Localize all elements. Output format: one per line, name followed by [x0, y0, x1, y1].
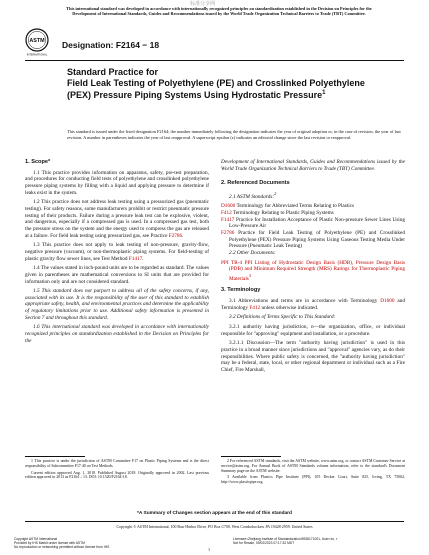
para-1-1: 1.1 This practice provides information on apparatus, safety, pre-test preparation, and procedures for conducting field tests of polyethylene and crosslinked polyethylene pressure piping systems by filling with a liquid and applying pressure to determine if leaks exist in the system. [25, 169, 209, 196]
ref-code[interactable]: D1600 [221, 203, 236, 210]
copyright-line: Copyright © ASTM International, 100 Barr Harbor Drive, PO Box C700, West Conshohocken, PA 19428-2959. United States [116, 525, 313, 529]
terminology-heading: 3. Terminology [221, 287, 261, 294]
license-info-left: Copyright ASTM International Provided by IHS Markit under license with ASTM No reproduction or networking permitted without license from IHS [14, 537, 110, 550]
para-1-6: 1.6 This international standard was developed in accordance with internationally recognized principles on standardization established in the Decision on Principles for the [25, 324, 209, 344]
footnote-rule [221, 456, 281, 457]
svg-text:ASTM: ASTM [29, 38, 45, 44]
astm-logo-icon [25, 28, 49, 58]
para-2-2: 2.2 Other Documents: [229, 249, 276, 256]
standard-issuance-note: This standard is issued under the fixed designation F2164; the number immediately following the designation indicates the year of original adoption or, in the case of revision, the year of last revision. A number in parentheses indicates the year of last reapproval. A superscript epsilon (ε) indicates an editorial change since the last revision or reapproval. [67, 129, 401, 140]
referenced-documents-heading: 2. Referenced Documents [221, 180, 290, 187]
title-main: Field Leak Testing of Polyethylene (PE) and Crosslinked Polyethylene (PEX) Pressure Piping Systems Using Hydrostatic Pressure [67, 77, 365, 101]
para-1-3: 1.3 This practice does not apply to leak testing of non-pressure, gravity-flow, negative pressure (vacuum), or non-thermoplastic piping systems. For field-testing of plastic gravity flow sewer lines, see Test Method F1417. [25, 242, 209, 262]
standard-title [67, 67, 367, 101]
scope-heading: 1. Scope* [25, 159, 51, 165]
title-footnote-mark: 1 [322, 90, 326, 97]
designation: Designation: F2164 − 18 [62, 40, 160, 50]
footnote-rule [25, 456, 85, 457]
ref-item-f412: F412 Terminology Relating to Plastic Piping Systems [221, 210, 334, 217]
para-1-5: 1.5 This standard does not purport to address all of the safety concerns, if any, associated with its use. It is the responsibility of the user of this standard to establish appropriate safety, health, and environmental practices and determine the applicability of regulatory limitations prior to use. Additional safety information is presented in Section 7 and throughout this standard. [25, 288, 209, 321]
para-3-2-1-1: 3.2.1.1 Discussion—The term "authority having jurisdiction" is used in this practice in a broad manner since jurisdictions and "approval" agencies vary, as do their responsibilities. Where public safety is concerned, the "authority having jurisdiction" may be a federal, state, local, or other regional department or individual such as a Fire Chief, Fire Marshall, [221, 340, 405, 373]
footer-rule [25, 521, 404, 522]
ref-item-ppi-tr4[interactable]: PPI TR-4 PPI Listing of Hydrostatic Design Basis (HDB), Pressure Design Basis (PDB) and Minimum Required Strength (MRS) Ratings for Thermoplastic Piping Materials$^3$ [221, 259, 405, 282]
ref-link-f412[interactable]: F412 [249, 304, 261, 311]
left-column [25, 159, 209, 347]
para-1-4: 1.4 The values stated in inch-pound units are to be regarded as standard. The values given in parentheses are mathematical conversions to SI units that are provided for information only and are not considered standard. [25, 265, 209, 285]
svg-text:INTERNATIONAL: INTERNATIONAL [26, 53, 48, 57]
ref-link-f2786[interactable]: F2786 [168, 232, 183, 239]
para-1-6-continued: Development of International Standards, Guides and Recommendations issued by the World Trade Organization Technical Barriers to Trade (TBT) Committee. [221, 159, 405, 172]
footnote-2: 2 For referenced ASTM standards, visit the ASTM website, www.astm.org, or contact ASTM Customer Service at service@astm.org. For Annual Book of ASTM Standards volume information, refer to the standard's Document Summary page on the ASTM website. [221, 459, 405, 473]
para-3-2: 3.2 Definitions of Terms Specific to This Standard: [229, 314, 336, 321]
footnote-1: 1 This practice is under the jurisdiction of ASTM Committee F17 on Plastic Piping Systems and is the direct responsibility of Subcommittee F17.40 on Test Methods. [25, 459, 209, 468]
ref-item-d1600: D1600 Terminology for Abbreviated Terms Relating to Plastics [221, 203, 355, 210]
para-1-2: 1.2 This practice does not address leak testing using a pressurized gas (pneumatic testing). For safety reasons, some manufacturers prohibit or restrict pneumatic pressure testing of their products. Failure during a pressure leak test can be explosive, violent, and dangerous, especially if a compressed gas is used. In a compressed gas test, both the pressure stress on the system and the energy used to compress the gas are released at a failure. For field leak testing using pressurized gas, see Practice F2786. [25, 199, 209, 239]
summary-of-changes-note: *A Summary of Changes section appears at the end of this standard [137, 511, 292, 516]
footnotes-left [25, 459, 209, 480]
title-kind: Standard Practice for [67, 67, 159, 77]
ref-code[interactable]: F412 [221, 210, 232, 217]
ref-link-d1600[interactable]: D1600 [380, 298, 395, 304]
ref-code[interactable]: F1417 [221, 216, 235, 223]
right-column [221, 159, 405, 377]
ref-item-f1417: F1417 Practice for Installation Acceptance of Plastic Non-pressure Sewer Lines Using Low-Pressure Air [221, 216, 405, 230]
footnotes-right [221, 459, 405, 485]
para-3-2-1: 3.2.1 authority having jurisdiction, n—the organization, office, or individual responsible for "approving" equipment and installation, or a procedure. [221, 323, 405, 337]
para-2-1: 2.1 ASTM Standards:$^2$ [229, 190, 277, 200]
ref-link-f1417[interactable]: F1417 [128, 255, 143, 262]
top-notice: This international standard was developed in accordance with internationally recognized principles on standardization established in the Decision on Principles for the Development of International Standards, Guides and Recommendations issued by the World Trade Organization Technical Barriers to Trade (TBT) Committee. [66, 6, 372, 17]
para-3-1: 3.1 Abbreviations and terms are in accordance with Terminology D1600 and Terminology F412 unless otherwise indicated. [221, 298, 406, 311]
ref-item-f2786: F2786 Practice for Field Leak Testing of Polyethylene (PE) and Crosslinked Polyethylene (PEX) Pressure Piping Systems Using Gaseous Testing Media Under Pressure (Pneumatic Leak Testing) [221, 230, 406, 250]
footnote-3: 3 Available from Plastics Pipe Institute (PPI), 105 Decker Court, Suite 825, Irving, TX 75062, http://www.plasticpipe.org. [221, 475, 405, 485]
watermark-text: 标准分享网 [190, 2, 216, 7]
footnote-1-edition: Current edition approved Aug. 1, 2018. Published August 2018. Originally approved in 2002. Last previous edition approved in 2013 as F2164 – 13. DOI: 10.1520/F2164-18. [25, 470, 209, 480]
page-number: 1 [208, 547, 211, 552]
header-rule [25, 60, 404, 61]
ref-code[interactable]: F2786 [221, 230, 235, 236]
license-info-right: Licensee=Zhejiang Institute of Standardization/5938171001, User=xx, r Not for Resale, 09/02/2023 07:17:32 MDT [233, 537, 337, 546]
